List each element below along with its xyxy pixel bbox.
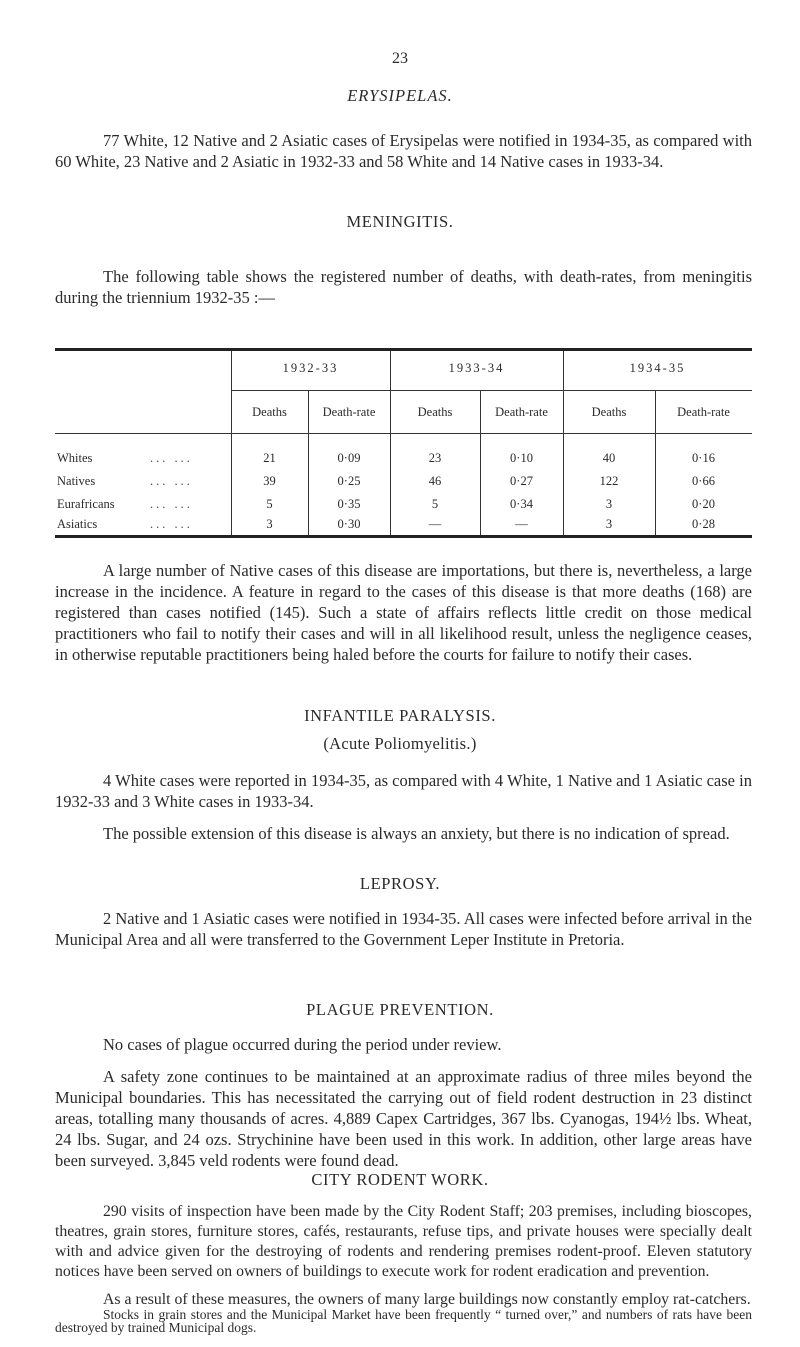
city-rodent-work-heading: CITY RODENT WORK. xyxy=(311,1170,489,1189)
row-leader: ... ... xyxy=(150,474,193,488)
infantile-paralysis-heading: INFANTILE PARALYSIS. xyxy=(304,706,496,725)
row-label: Whites xyxy=(57,451,93,465)
table-cell: 0·66 xyxy=(692,474,715,488)
row-leader: ... ... xyxy=(150,517,193,531)
plague-prevention-heading: PLAGUE PREVENTION. xyxy=(306,1000,494,1019)
table-cell: 21 xyxy=(263,451,276,465)
city-rodent-work-paragraph-1: 290 visits of inspection have been made by the City Rodent Staff; 203 premises, including bioscopes, theatres, grain stores, furniture stores, cafés, restaurants, refuse tips, and private houses were specially dealt with and advice given for the destroying of rodents and rendering premises rodent-proof. Eleven statutory notices have been served on owners of buildings to execute work for rodent eradication and prevention. xyxy=(55,1203,752,1280)
table-cell: 3 xyxy=(266,517,273,531)
table-cell: 0·09 xyxy=(337,451,361,465)
column-header: Death-rate xyxy=(495,405,548,419)
table-cell: 0·34 xyxy=(510,497,533,511)
column-header: Deaths xyxy=(417,405,453,419)
row-label: Natives xyxy=(57,474,96,488)
meningitis-paragraph: A large number of Native cases of this disease are importations, but there is, nevertheless, a large increase in the incidence. A feature in regard to the cases of this disease is that more deaths (168) are registered than cases notified (145). Such a state of affairs reflects little credit on those medical practitioners who fail to notify their cases and will in all likelihood result, unless the negligence ceases, in otherwise reputable practitioners being haled before the courts for failure to notify their cases. xyxy=(55,561,752,664)
plague-prevention-paragraph-1: No cases of plague occurred during the period under review. xyxy=(103,1035,502,1054)
table-cell: 3 xyxy=(605,517,613,531)
table-cell: 40 xyxy=(602,451,616,465)
table-header-underline xyxy=(55,433,752,434)
meningitis-heading: MENINGITIS. xyxy=(346,212,454,231)
table-bottom-rule xyxy=(55,535,752,538)
table-cell: 0·25 xyxy=(337,474,361,488)
infantile-paralysis-subheading: (Acute Poliomyelitis.) xyxy=(323,734,477,753)
plague-prevention-paragraph-2: A safety zone continues to be maintained at an approximate radius of three miles beyond the Municipal boundaries. This has necessitated the carrying out of field rodent destruction in 23 distinct areas, totalling many thousands of acres. 4,889 Capex Cartridges, 367 lbs. Cyanogas, 194½ lbs. Wheat, 24 lbs. Sugar, and 24 ozs. Strychinine have been used in this work. In addition, other large areas have been surveyed. 3,845 veld rodents were found dead. xyxy=(55,1067,752,1170)
erysipelas-heading: ERYSIPELAS. xyxy=(347,86,453,105)
column-header: Death-rate xyxy=(677,405,730,419)
table-cell: — xyxy=(428,517,442,531)
infantile-paralysis-paragraph-2: The possible extension of this disease is always an anxiety, but there is no indication of spread. xyxy=(103,824,730,843)
city-rodent-work-paragraph-2: As a result of these measures, the owners of many large buildings now constantly employ rat-catchers. xyxy=(103,1291,751,1308)
table-cell: 46 xyxy=(428,474,442,488)
year-header: 1934-35 xyxy=(629,361,686,375)
column-header: Deaths xyxy=(591,405,627,419)
row-label: Asiatics xyxy=(57,517,98,531)
meningitis-intro: The following table shows the registered number of deaths, with death-rates, from meningitis during the triennium 1932-35 :— xyxy=(55,267,752,307)
row-label: Eurafricans xyxy=(57,497,115,511)
table-year-underline xyxy=(231,390,752,391)
row-leader: ... ... xyxy=(150,497,193,511)
table-cell: 122 xyxy=(599,474,619,488)
erysipelas-paragraph: 77 White, 12 Native and 2 Asiatic cases of Erysipelas were notified in 1934-35, as compared with 60 White, 23 Native and 2 Asiatic in 1932-33 and 58 White and 14 Native cases in 1933-34. xyxy=(55,131,752,171)
table-top-rule xyxy=(55,348,752,351)
column-header: Deaths xyxy=(252,405,287,419)
table-cell: 23 xyxy=(428,451,442,465)
table-cell: 0·35 xyxy=(337,497,361,511)
year-header: 1933-34 xyxy=(448,361,505,375)
table-cell: 39 xyxy=(263,474,276,488)
table-cell: 0·28 xyxy=(692,517,715,531)
table-cell: 3 xyxy=(605,497,613,511)
table-cell: 0·20 xyxy=(692,497,715,511)
table-cell: 5 xyxy=(431,497,439,511)
column-header: Death-rate xyxy=(322,405,376,419)
city-rodent-work-paragraph-3: Stocks in grain stores and the Municipal Market have been frequently “ turned over,” and numbers of rats have been destroyed by trained Municipal dogs. xyxy=(55,1307,752,1335)
table-cell: 0·16 xyxy=(692,451,715,465)
meningitis-table xyxy=(55,348,752,538)
table-cell: 0·27 xyxy=(510,474,533,488)
table-cell: 5 xyxy=(266,497,273,511)
leprosy-paragraph: 2 Native and 1 Asiatic cases were notified in 1934-35. All cases were infected before arrival in the Municipal Area and all were transferred to the Government Leper Institute in Pretoria. xyxy=(55,909,752,949)
page-number: 23 xyxy=(392,50,408,67)
table-cell: 0·10 xyxy=(510,451,533,465)
infantile-paralysis-paragraph-1: 4 White cases were reported in 1934-35, as compared with 4 White, 1 Native and 1 Asiatic case in 1932-33 and 3 White cases in 1933-34. xyxy=(55,771,752,811)
leprosy-heading: LEPROSY. xyxy=(359,874,441,893)
year-header: 1932-33 xyxy=(282,361,339,375)
table-cell: — xyxy=(515,517,528,531)
table-cell: 0·30 xyxy=(337,517,361,531)
row-leader: ... ... xyxy=(150,451,193,465)
